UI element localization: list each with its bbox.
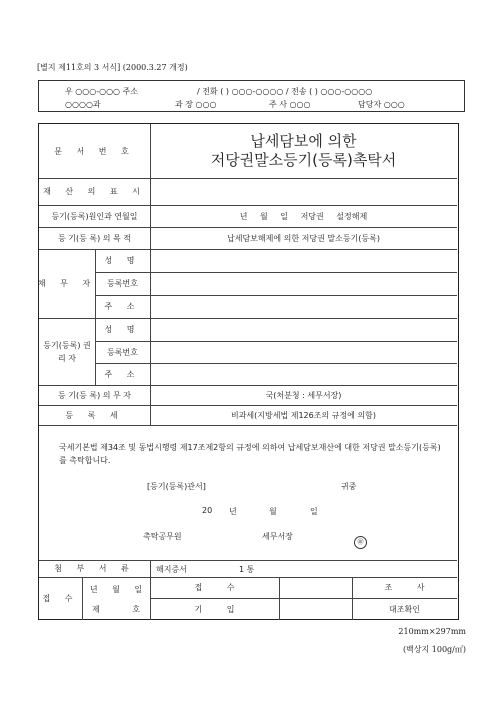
form-reference: [별지 제11호의 3 서식] (2000.3.27 개정): [37, 63, 188, 72]
holder-name-field[interactable]: [150, 318, 457, 341]
obligor-value: 국(처분청 : 세무서장): [265, 390, 342, 400]
date-month-unit: 월: [269, 507, 277, 516]
property-field[interactable]: [150, 178, 457, 205]
address-block: [38, 80, 465, 112]
tax-value: 비과세(지방세법 제126조의 규정에 의함): [230, 410, 377, 420]
investigation-label: 조 사: [384, 583, 425, 592]
document-title: [150, 132, 457, 170]
commissioner-label: 촉탁공무원: [143, 532, 182, 541]
holder-regno-field[interactable]: [150, 341, 457, 363]
attach-count: 1 통: [239, 565, 255, 574]
holder-address-field[interactable]: [150, 363, 457, 385]
seal-glyph: ㊞: [354, 536, 367, 549]
paper-spec: (백상지 100g/㎡): [402, 645, 466, 654]
title-line2: 저당권말소등기(등록)촉탁서: [210, 151, 397, 169]
cause-value[interactable]: 년 월 일 저당권 설정해제: [239, 211, 368, 221]
reception-field[interactable]: [279, 577, 352, 598]
seal-mark: [354, 529, 367, 549]
debtor-name-field[interactable]: [150, 249, 457, 272]
title-line1: 납세담보에 의한: [250, 132, 357, 150]
holder-name-label: 성 명: [104, 325, 141, 334]
debtor-regno-field[interactable]: [150, 272, 457, 295]
obligor-label: 등 기(등 록) 의 무 자: [57, 390, 132, 400]
addressee: 귀중: [341, 482, 357, 491]
address-officer: 담당자 ○○○: [358, 100, 405, 109]
tax-office-head: 세무서장: [262, 532, 293, 541]
debtor-regno-label: 등록번호: [107, 279, 138, 288]
receipt-number: 제 호: [92, 604, 140, 614]
entry-field[interactable]: [279, 598, 352, 620]
date-year-unit: 년: [229, 507, 237, 516]
holder-address-label: 주 소: [104, 369, 141, 379]
date-day-unit: 일: [310, 507, 318, 516]
debtor-address-field[interactable]: [150, 295, 457, 318]
paper-size: 210mm×297mm: [398, 627, 466, 636]
receipt-label: 접 수: [42, 594, 79, 603]
attach-label: 첨 부 서 류: [54, 564, 135, 573]
address-line1-phone: / 전화 ( ) ○○○-○○○○ / 전송 ( ) ○○○-○○○○: [197, 87, 373, 96]
cause-label: 등기(등록)원인과 연월일: [51, 211, 138, 221]
tax-label: 등 록 세: [65, 410, 124, 420]
date-year: 20: [202, 506, 213, 515]
holder-regno-label: 등록번호: [107, 347, 138, 357]
address-line1-prefix: 우 ○○○-○○○ 주소: [65, 87, 139, 96]
address-chief: 과 장 ○○○: [175, 100, 217, 109]
doc-number-label: 문 서 번 호: [54, 146, 135, 156]
purpose-label: 등 기(등 록) 의 목 적: [57, 233, 132, 243]
purpose-value: 납세담보해제에 의한 저당권 말소등기(등록): [227, 233, 380, 243]
reception-label: 접 수: [194, 583, 235, 592]
debtor-name-label: 성 명: [104, 256, 141, 265]
attach-value: 해지증서: [156, 565, 187, 574]
address-staff: 주 사 ○○○: [269, 100, 311, 109]
entry-label: 기 입: [194, 604, 235, 614]
address-dept: ○○○○과: [65, 100, 101, 109]
receipt-ymd: 년 월 일: [89, 584, 143, 594]
verify-label: 대조확인: [389, 604, 420, 614]
debtor-label: 채 무 자: [37, 279, 97, 288]
request-form-table: [38, 123, 459, 620]
debtor-address-label: 주 소: [104, 302, 141, 311]
property-label: 재 산 의 표 시: [43, 187, 146, 196]
holder-label: 등기(등록) 권 리 자: [43, 340, 91, 363]
body-paragraph: 국세기본법 제34조 및 동법시행령 제17조제2항의 규정에 의하여 납세담보재산에 대한 저당권 말소등기(등록)를 촉탁합니다.: [59, 443, 441, 465]
registry-office: [등기(등록)관서]: [147, 482, 206, 491]
